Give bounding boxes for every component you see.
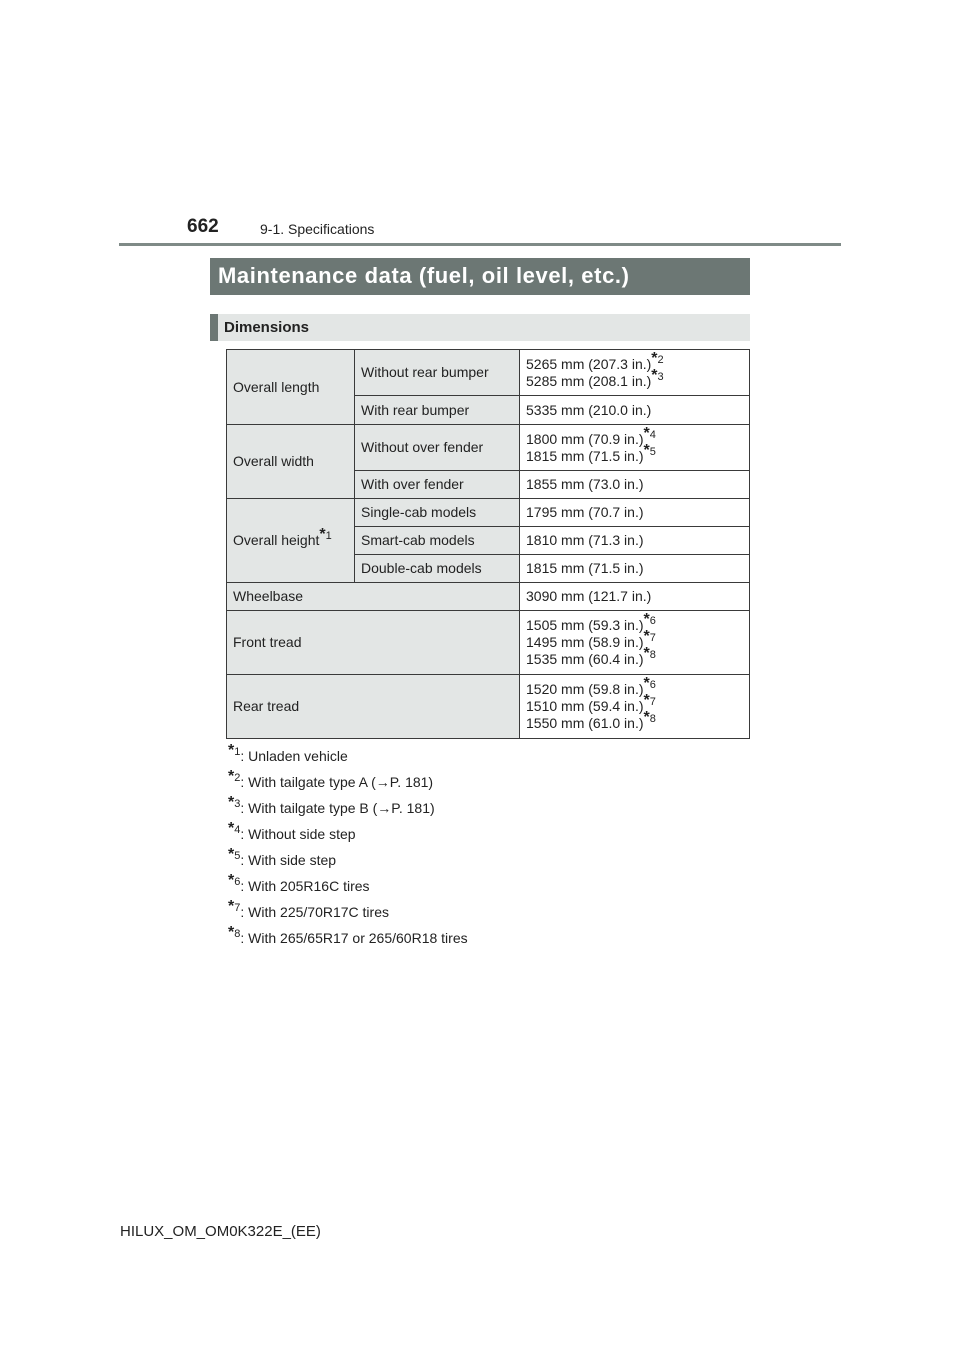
value-cell: 1810 mm (71.3 in.) bbox=[520, 527, 750, 555]
value-cell: 1855 mm (73.0 in.) bbox=[520, 471, 750, 499]
condition-cell: Smart-cab models bbox=[355, 527, 520, 555]
condition-cell: Without over fender bbox=[355, 425, 520, 471]
row-label-wheelbase: Wheelbase bbox=[227, 583, 520, 611]
row-label-overall-height: Overall height$^{*1}$ bbox=[227, 499, 355, 583]
page-number: 662 bbox=[187, 216, 219, 237]
condition-cell: With rear bumper bbox=[355, 396, 520, 425]
value-cell: 1815 mm (71.5 in.) bbox=[520, 555, 750, 583]
section-label: 9-1. Specifications bbox=[260, 221, 375, 237]
footnote: $^{*2}$: With tailgate type A (→P. 181) bbox=[228, 768, 434, 790]
condition-cell: With over fender bbox=[355, 471, 520, 499]
footnote: $^{*3}$: With tailgate type B (→P. 181) bbox=[228, 794, 435, 816]
condition-cell: Double-cab models bbox=[355, 555, 520, 583]
table-row bbox=[227, 675, 750, 739]
footnote: $^{*5}$: With side step bbox=[228, 846, 337, 868]
dimensions-table bbox=[226, 349, 750, 739]
row-label-overall-width: Overall width bbox=[227, 425, 355, 499]
table-row bbox=[227, 350, 750, 396]
page-title: Maintenance data (fuel, oil level, etc.) bbox=[210, 258, 750, 295]
document-footer: HILUX_OM_OM0K322E_(EE) bbox=[120, 1223, 321, 1240]
value-cell: 1505 mm (59.3 in.)$^{*6}$ 1495 mm (58.9 in.)$^{*7}$ 1535 mm (60.4 in.)$^{*8}$ bbox=[520, 611, 750, 675]
value-cell: 3090 mm (121.7 in.) bbox=[520, 583, 750, 611]
section-subtitle: Dimensions bbox=[210, 314, 750, 341]
footnote: $^{*6}$: With 205R16C tires bbox=[228, 872, 370, 894]
footnote: $^{*1}$: Unladen vehicle bbox=[228, 742, 348, 764]
value-cell: 1795 mm (70.7 in.) bbox=[520, 499, 750, 527]
table-row bbox=[227, 611, 750, 675]
value-cell: 1800 mm (70.9 in.)$^{*4}$ 1815 mm (71.5 in.)$^{*5}$ bbox=[520, 425, 750, 471]
row-label-overall-length: Overall length bbox=[227, 350, 355, 425]
table-row bbox=[227, 425, 750, 471]
row-label-rear-tread: Rear tread bbox=[227, 675, 520, 739]
value-cell: 5265 mm (207.3 in.)$^{*2}$ 5285 mm (208.1 in.)$^{*3}$ bbox=[520, 350, 750, 396]
condition-cell: Single-cab models bbox=[355, 499, 520, 527]
table-row bbox=[227, 583, 750, 611]
row-label-front-tread: Front tread bbox=[227, 611, 520, 675]
value-cell: 5335 mm (210.0 in.) bbox=[520, 396, 750, 425]
table-row bbox=[227, 499, 750, 527]
value-cell: 1520 mm (59.8 in.)$^{*6}$ 1510 mm (59.4 in.)$^{*7}$ 1550 mm (61.0 in.)$^{*8}$ bbox=[520, 675, 750, 739]
footnotes bbox=[228, 744, 468, 952]
footnote: $^{*7}$: With 225/70R17C tires bbox=[228, 898, 389, 920]
footnote: $^{*8}$: With 265/65R17 or 265/60R18 tires bbox=[228, 924, 468, 946]
condition-cell: Without rear bumper bbox=[355, 350, 520, 396]
footnote: $^{*4}$: Without side step bbox=[228, 820, 356, 842]
header-divider bbox=[119, 243, 841, 246]
